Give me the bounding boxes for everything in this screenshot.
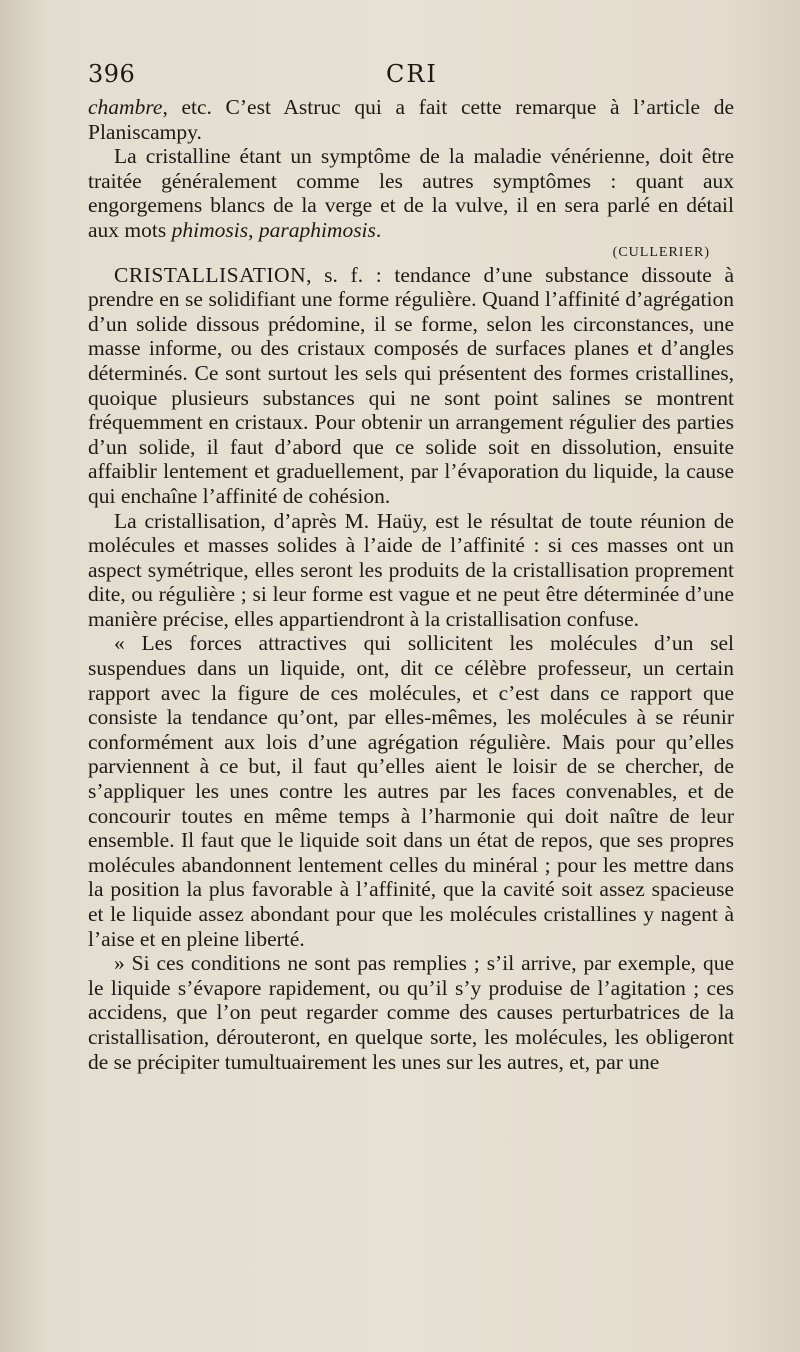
paragraph-cristalline-treatment: [88, 144, 734, 242]
text-run: « Les forces attractives qui sollicitent les molécules d’un sel suspendues dans un liquide, ont, dit ce célèbre professeur, un certain rapport avec la figure de ces molécules, et c’est dans ce rapport que consiste la tendance qu’ont, par elles-mêmes, les molécules à se réunir conformément aux lois d’une agrégation régulière. Mais pour qu’elles parviennent à ce but, il faut qu’elles aient le loisir de se chercher, de s’appliquer les unes contre les autres par les faces convenables, et de concourir toutes en même temps à l’harmonie qui doit naître de leur ensemble. Il faut que le liquide soit dans un état de repos, que ses propres molécules abandonnent lentement celles du minéral ; pour les mettre dans la position la plus favorable à l’affinité, que la cavité soit assez spacieuse et le liquide assez abondant pour que les molécules cristallines y nagent à l’aise et en pleine liberté.: [88, 631, 734, 951]
page-header: [88, 60, 738, 94]
text-run: » Si ces conditions ne sont pas remplies ; s’il arrive, par exemple, que le liquide s’évapore rapidement, ou qu’il s’y produise de l’agitation ; ces accidens, que l’on peut regarder comme des causes perturbatrices de la cristallisation, dérouteront, en quelque sorte, les molécules, les obligeront de se précipiter tumultuairement les unes sur les autres, et, par une: [88, 951, 734, 1074]
text-run: La cristallisation, d’après M. Haüy, est le résultat de toute réunion de molécules et masses solides à l’aide de l’affinité : si ces masses ont un aspect symétrique, elles seront les produits de la cristallisation proprement dite, ou régulière ; si leur forme est vague et ne peut être déterminée d’une manière précise, elles appartiendront à la cristallisation confuse.: [88, 508, 734, 631]
article-paragraph-quote: [88, 631, 734, 951]
text-run: ,: [248, 217, 259, 242]
article-paragraph-hauy: [88, 509, 734, 632]
text-run: .: [375, 217, 382, 242]
author-signature: (CULLERIER): [612, 244, 710, 260]
running-head: CRI: [386, 60, 438, 88]
term-phimosis: phimosis: [171, 217, 249, 242]
article-definition: [88, 263, 734, 509]
article-headword: CRISTALLISATION: [114, 262, 307, 287]
body-text: [88, 95, 734, 1074]
page-number: 396: [88, 60, 136, 88]
paragraph-continuation: [88, 95, 734, 144]
term-paraphimosis: paraphimosis: [258, 217, 376, 242]
text-run: , s. f. : tendance d’une substance dissoute à prendre en se solidifiant une forme régulière. Quand l’affinité d’agrégation d’un solide dissous prédomine, il se forme, selon les circonstances, une masse informe, ou des cristaux composés de surfaces planes et d’angles déterminés. Ce sont surtout les sels qui présentent des formes cristallines, quoique plusieurs substances qui ne sont point salines se montrent fréquemment en cristaux. Pour obtenir un arrangement régulier des parties d’un solide, il faut d’abord que ce solide soit en dissolution, ensuite affaiblir lentement et graduellement, par l’évaporation du liquide, la cause qui enchaîne l’affinité de cohésion.: [88, 262, 734, 508]
text-run: , etc. C’est Astruc qui a fait cette remarque à l’article de Planiscampy.: [88, 95, 734, 144]
article-paragraph-conditions: [88, 951, 734, 1074]
text-run: La cristalline étant un symptôme de la maladie vénérienne, doit être traitée généralement comme les autres symptômes : quant aux engorgemens blancs de la verge et de la vulve, il en sera parlé en détail aux mots: [88, 144, 734, 242]
text-italic: chambre: [88, 95, 163, 119]
